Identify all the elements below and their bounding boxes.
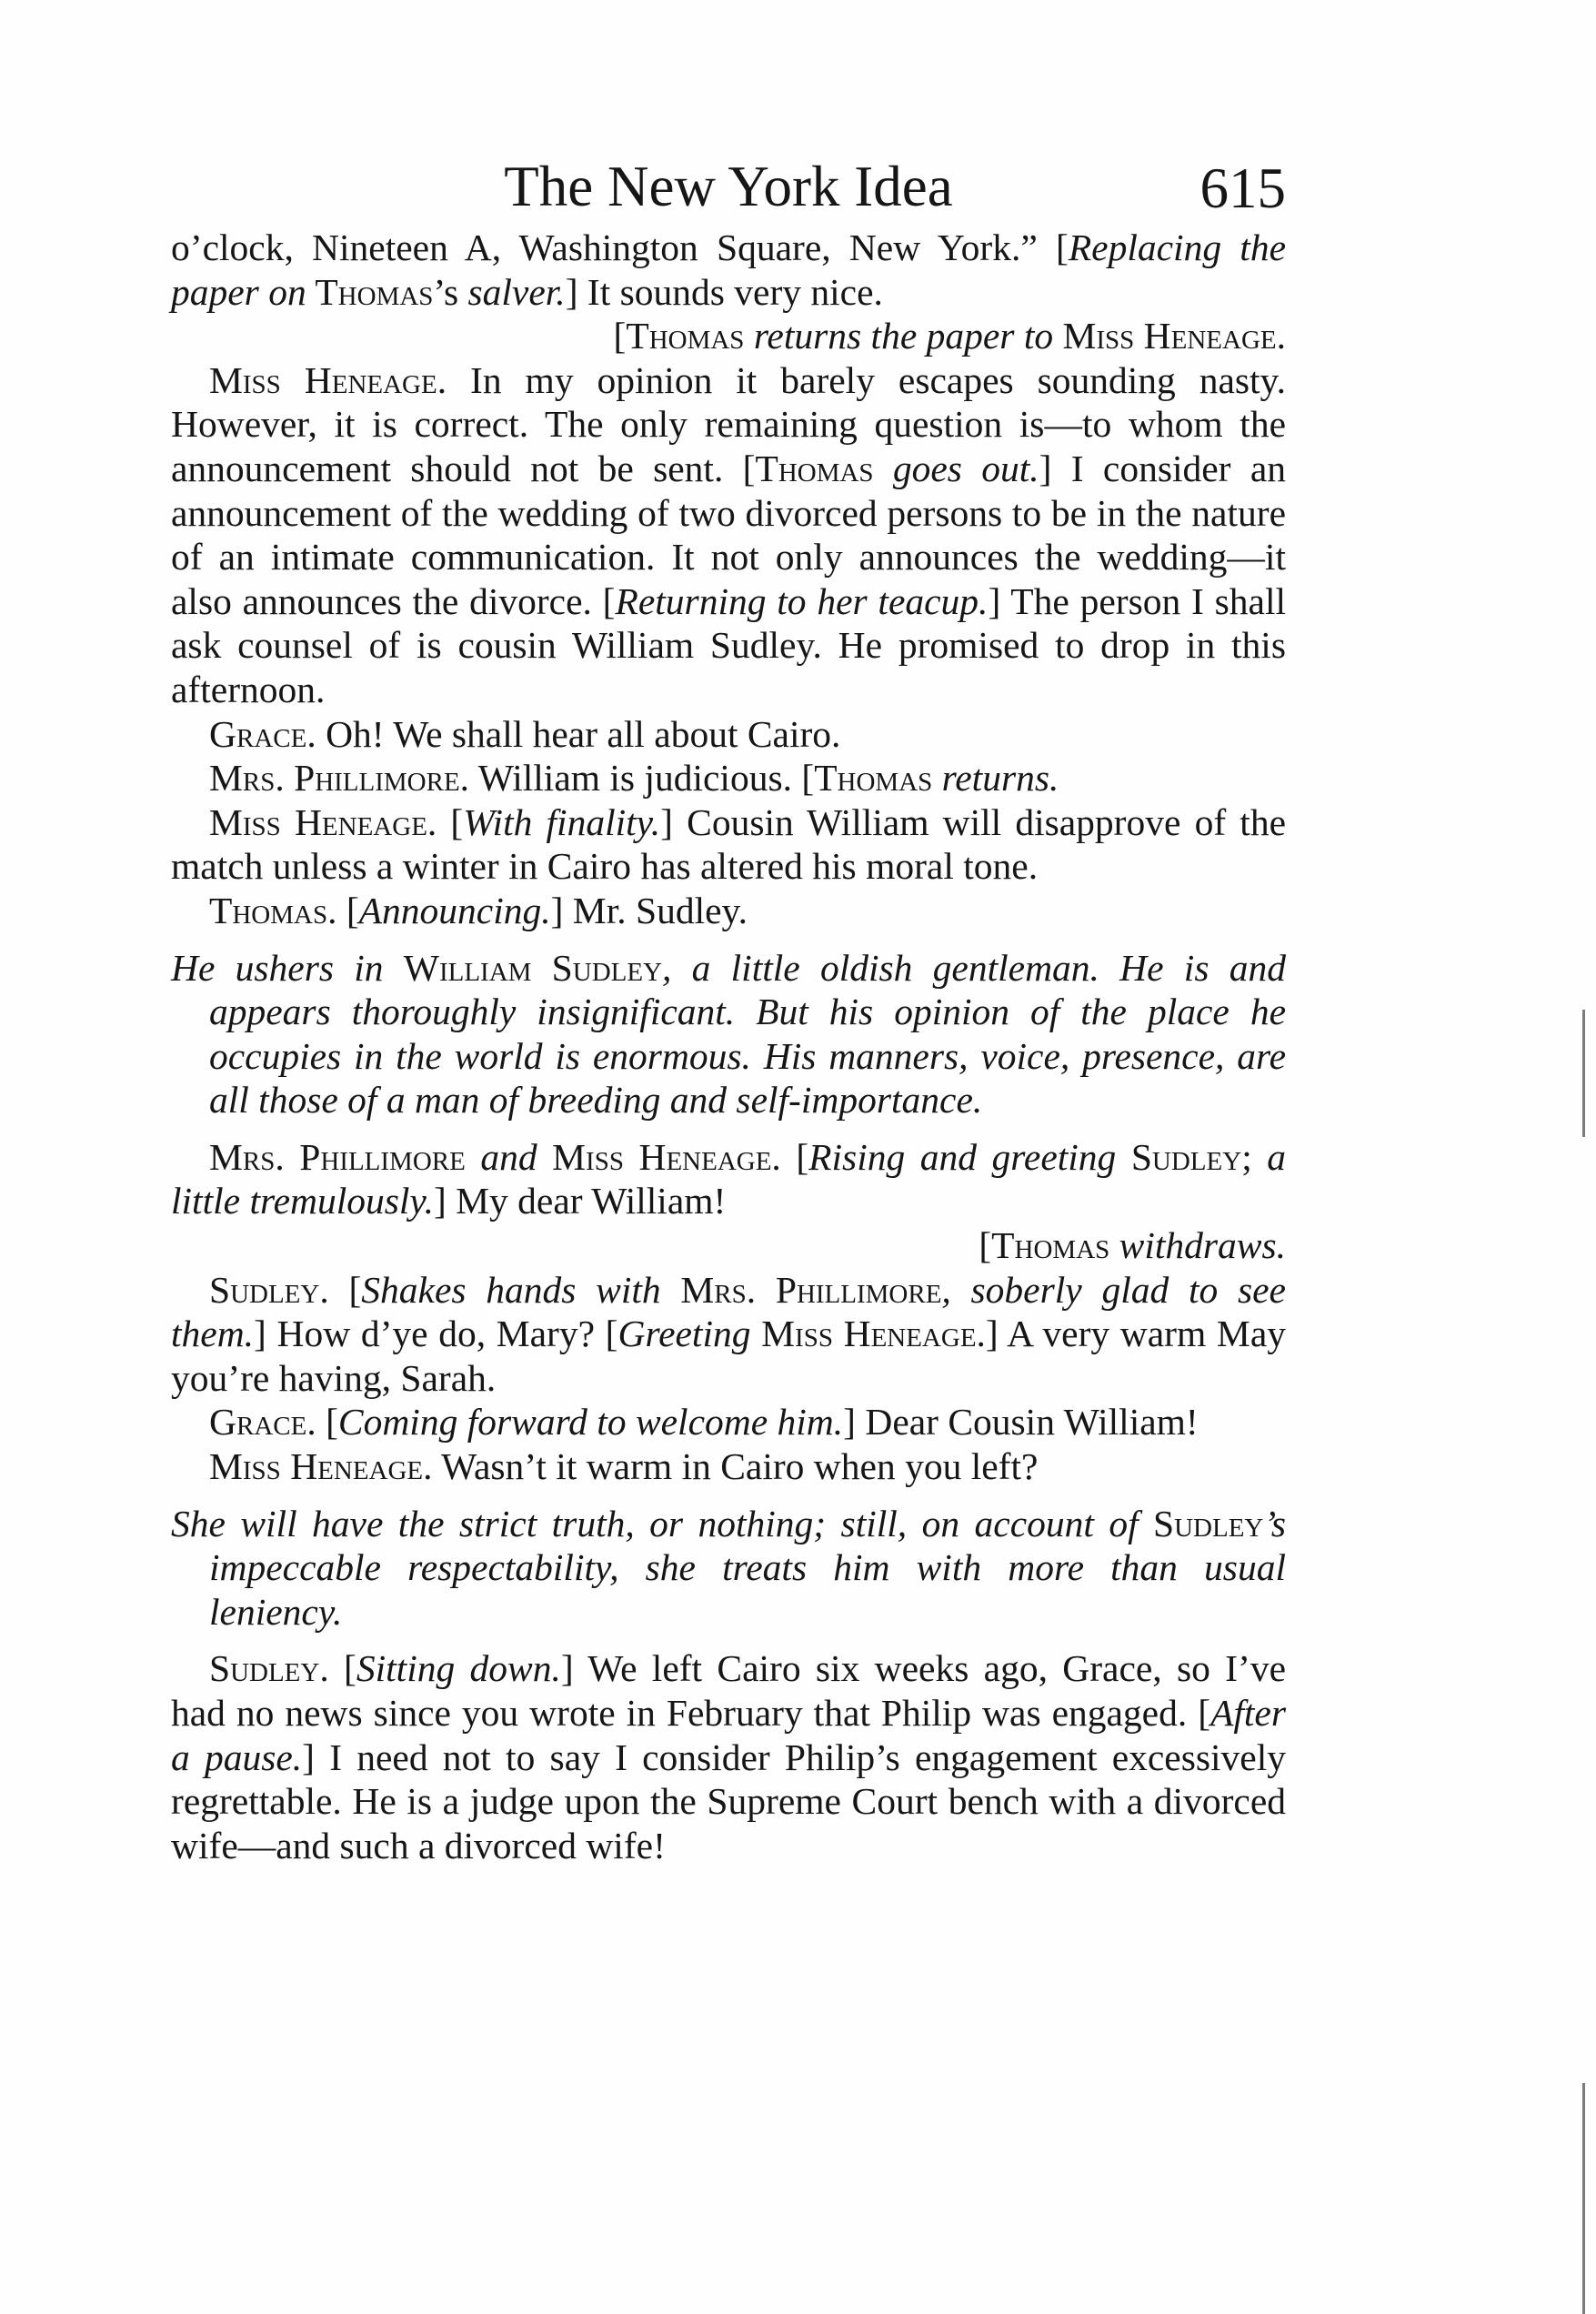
stage-direction: , a little oldish gentleman. He is and appears thoroughly insignificant. But his opinion of the place he occupies in the world is enormous. His manners, voice, presence, are all those of a man of breeding and self-importance. [209,946,1286,1122]
speech-grace [171,1400,1286,1444]
dialogue-text: ] I consider an announcement of the wedding of two divorced persons to be in the nature of an intimate communication. It not only announces the wedding—it also announces the divorce. [ [171,447,1286,622]
stage-direction: goes out. [873,447,1039,489]
dialogue-text: [ [328,1647,356,1690]
dialogue-text: ] My dear William! [433,1180,727,1222]
dialogue-text: ] I need not to say I consider Philip’s engagement excessively regrettable. He is a judge upon the Supreme Court bench with a divorced wife—and such a divorced wife! [171,1736,1286,1866]
stage-direction: returns the paper to [744,315,1063,357]
dialogue-text: ] The person I shall ask counsel of is cousin William Sudley. He promised to drop in this afternoon. [171,579,1287,710]
stage-direction: She will have the strict truth, or nothing; still, on account of [171,1502,1154,1544]
speaker-name: Sudley. [209,1647,329,1690]
character-name: Sudley [1130,1135,1242,1178]
stage-direction: Replacing the paper on [171,226,1286,313]
character-name: William Sudley [403,946,663,989]
stage-direction: and [465,1135,553,1178]
dialogue-text: ] Cousin William will disapprove of the match unless a winter in Cairo has altered his moral tone. [171,800,1286,888]
speaker-name: Miss Heneage. [552,1135,781,1178]
stage-direction: After a pause. [171,1692,1286,1778]
exit-direction [171,314,1286,358]
scan-edge-mark [1582,1010,1585,1137]
paragraph-continued [171,226,1286,314]
character-name: Thomas [991,1224,1110,1267]
dialogue-text: [ [328,1268,362,1311]
stage-direction: salver. [467,270,566,313]
dialogue-text: ] Dear Cousin William! [843,1401,1199,1444]
stage-direction: Coming forward to welcome him. [337,1401,844,1444]
dialogue-text: [ [780,1135,809,1178]
exit-direction [171,1223,1286,1268]
dialogue-text: ] How d’ye do, Mary? [ [254,1313,618,1355]
dialogue-text: [ [437,800,464,843]
character-name: Thomas [814,757,933,800]
running-title: The New York Idea [504,155,953,218]
speaker-name: Grace. [209,712,316,755]
speaker-name: Miss Heneage. [209,358,447,401]
character-name: Thomas [755,447,874,489]
stage-direction: Shakes hands with [361,1268,681,1311]
stage-direction-block [171,1502,1286,1635]
speech-miss-heneage [171,1444,1286,1489]
stage-direction: Rising and greeting [808,1135,1131,1178]
dialogue-text: Oh! We shall hear all about Cairo. [316,712,841,755]
dialogue-text: [ [316,1401,338,1444]
speech-mrs-phillimore-and-miss-heneage [171,1135,1286,1223]
speaker-name: Mrs. Phillimore [209,1135,466,1178]
dialogue-text: ] We left Cairo six weeks ago, Grace, so I’ve had no news since you wrote in February that Philip was engaged. [ [171,1647,1286,1734]
dialogue-text: In my opinion it barely escapes sounding nasty. However, it is correct. The only remaining question is—to whom the announcement should not be sent. [ [171,358,1286,489]
character-name: Miss Heneage. [761,1313,986,1355]
scan-edge-mark [1582,2083,1585,2314]
character-name: Thomas [306,270,434,313]
speaker-name: Sudley. [209,1268,329,1311]
speech-miss-heneage [171,358,1286,712]
speaker-name: Grace. [209,1401,316,1444]
speech-mrs-phillimore [171,756,1286,800]
stage-direction: He ushers in [171,946,404,989]
dialogue-text: [ [336,889,359,931]
stage-direction-block [171,946,1286,1122]
dialogue-text: ] It sounds very nice. [565,270,883,313]
character-name: Mrs. Phillimore [680,1268,942,1311]
stage-direction: returns. [932,757,1059,800]
stage-direction: a little tremulously. [171,1135,1286,1222]
stage-direction: With finality. [463,800,661,843]
speech-thomas [171,889,1286,933]
page-header [171,150,1286,223]
dialogue-text: o’clock, Nineteen A, Washington Square, New York.” [ [171,226,1069,268]
bracket: [ [979,1224,992,1267]
dialogue-text: ; [1241,1135,1268,1178]
page-number: 615 [1200,156,1286,220]
stage-direction: Greeting [617,1313,762,1355]
dialogue-text: Wasn’t it warm in Cairo when you left? [432,1445,1039,1488]
play-text [171,226,1286,1867]
speaker-name: Miss Heneage. [209,1445,433,1488]
character-name: Sudley [1153,1502,1264,1544]
speaker-name: Miss Heneage. [209,800,437,843]
stage-direction: Announcing. [358,889,551,931]
stage-direction: Sitting down. [356,1647,561,1690]
character-name: Thomas [626,315,745,357]
speech-sudley [171,1268,1286,1401]
speaker-name: Mrs. Phillimore. [209,757,470,800]
dialogue-text: William is judicious. [ [469,757,815,800]
speech-grace [171,712,1286,757]
dialogue-text: ] A very warm May you’re having, Sarah. [171,1313,1286,1399]
speaker-name: Thomas. [209,889,337,931]
speech-miss-heneage [171,800,1286,889]
character-name: Miss Heneage. [1062,315,1286,357]
stage-direction: ’s impeccable respectability, she treats him with more than usual leniency. [209,1502,1286,1633]
bracket: [ [613,315,627,357]
stage-direction: withdraws. [1109,1224,1286,1267]
dialogue-text: ] Mr. Sudley. [550,889,748,931]
stage-direction: , soberly glad to see them. [171,1268,1286,1355]
dialogue-text: ’s [433,270,468,313]
speech-sudley [171,1646,1286,1867]
stage-direction: Returning to her teacup. [615,579,989,622]
